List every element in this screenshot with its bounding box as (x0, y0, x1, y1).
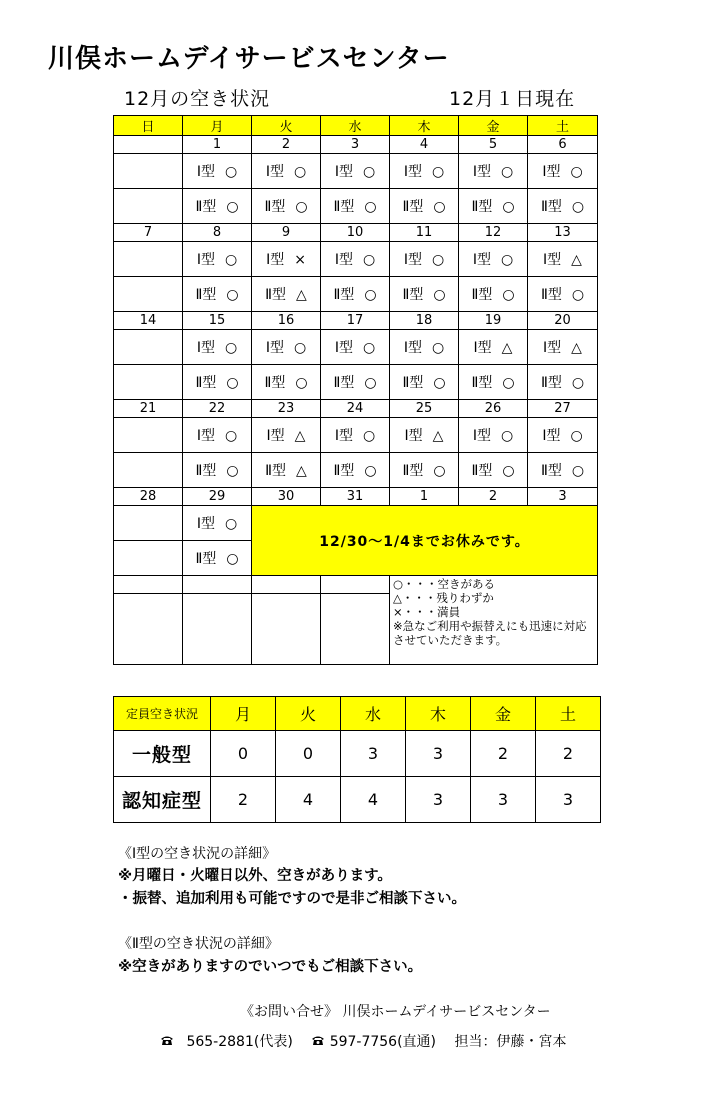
slot-row (114, 277, 598, 312)
date-number: 3 (528, 488, 598, 506)
slot-cell (321, 189, 390, 224)
capacity-value: 3 (536, 777, 601, 823)
availability-symbol: ○ (362, 428, 376, 444)
capacity-value: 3 (406, 777, 471, 823)
slot-type-label: Ⅰ型 (403, 252, 422, 268)
slot-cell (321, 154, 390, 189)
slot-type-label: Ⅱ型 (195, 375, 217, 391)
slot-type-label: Ⅰ型 (542, 428, 561, 444)
availability-symbol: ○ (362, 340, 376, 356)
availability-symbol: ○ (570, 428, 583, 444)
availability-symbol: ○ (433, 463, 446, 479)
slot-type-label: Ⅱ型 (333, 287, 355, 303)
date-row (114, 488, 598, 506)
slot-type-label: Ⅰ型 (196, 252, 215, 268)
slot-type-label: Ⅰ型 (196, 164, 215, 180)
availability-symbol: ○ (500, 164, 514, 180)
contact-line (160, 1031, 566, 1051)
weekday-header: 水 (321, 116, 390, 136)
slot-type-label: Ⅰ型 (265, 164, 284, 180)
slot-cell (114, 418, 183, 453)
slot-cell (183, 277, 252, 312)
slot-cell (183, 154, 252, 189)
slot-type-label: Ⅰ型 (404, 428, 423, 444)
phone-icon (160, 1034, 174, 1050)
slot-cell (252, 418, 321, 453)
date-number: 1 (390, 488, 459, 506)
availability-symbol: △ (571, 340, 582, 356)
capacity-row (114, 731, 601, 777)
weekday-header: 土 (528, 116, 598, 136)
date-number: 13 (528, 224, 598, 242)
type2-detail-line: ※空きがありますのでいつでもご相談下さい。 (118, 959, 423, 975)
availability-symbol: ○ (433, 375, 446, 391)
availability-symbol: ○ (293, 340, 307, 356)
date-number: 24 (321, 400, 390, 418)
date-number: 27 (528, 400, 598, 418)
slot-row (114, 418, 598, 453)
weekday-header: 日 (114, 116, 183, 136)
slot-type-label: Ⅰ型 (472, 164, 491, 180)
slot-cell (459, 189, 528, 224)
empty-cell (252, 576, 321, 594)
legend (390, 576, 598, 665)
availability-symbol: △ (294, 428, 306, 444)
availability-symbol: ○ (362, 164, 376, 180)
availability-symbol: ○ (502, 199, 515, 215)
date-number: 19 (459, 312, 528, 330)
capacity-row (114, 777, 601, 823)
slot-cell (459, 418, 528, 453)
slot-cell (459, 330, 528, 365)
slot-cell (114, 453, 183, 488)
slot-cell (528, 453, 598, 488)
slot-cell (459, 242, 528, 277)
empty-cell (183, 594, 252, 665)
slot-cell (183, 242, 252, 277)
capacity-value: 0 (276, 731, 341, 777)
date-number: 12 (459, 224, 528, 242)
slot-cell (390, 154, 459, 189)
availability-symbol: △ (296, 287, 307, 303)
slot-type-label: Ⅱ型 (265, 463, 287, 479)
slot-type-label: Ⅱ型 (195, 199, 217, 215)
availability-symbol: ○ (571, 199, 585, 215)
slot-type-label: Ⅱ型 (264, 199, 286, 215)
availability-symbol: ○ (295, 375, 308, 391)
availability-symbol: ○ (502, 375, 515, 391)
empty-cell (114, 576, 183, 594)
month-availability-heading: 12月の空き状況 (124, 88, 271, 110)
slot-cell (114, 330, 183, 365)
slot-cell (114, 189, 183, 224)
slot-type-label: Ⅰ型 (196, 340, 215, 356)
slot-type-label: Ⅰ型 (266, 428, 285, 444)
capacity-day-header: 土 (536, 697, 601, 731)
slot-cell (459, 277, 528, 312)
date-row (114, 136, 598, 154)
availability-symbol: ○ (571, 375, 585, 391)
availability-symbol: ○ (364, 287, 377, 303)
slot-cell (528, 330, 598, 365)
slot-cell (321, 277, 390, 312)
slot-row (114, 330, 598, 365)
slot-cell (459, 154, 528, 189)
slot-cell (183, 418, 252, 453)
date-number: 2 (252, 136, 321, 154)
availability-symbol: ○ (224, 340, 238, 356)
slot-cell (252, 453, 321, 488)
date-number: 30 (252, 488, 321, 506)
weekday-header: 火 (252, 116, 321, 136)
slot-row (114, 506, 598, 541)
availability-symbol: ○ (433, 199, 446, 215)
legend-row (114, 576, 598, 594)
availability-symbol: ○ (431, 340, 445, 356)
slot-cell (183, 330, 252, 365)
slot-row (114, 365, 598, 400)
capacity-day-header: 火 (276, 697, 341, 731)
date-row (114, 400, 598, 418)
availability-symbol: ○ (571, 463, 585, 479)
date-number: 8 (183, 224, 252, 242)
weekday-header: 木 (390, 116, 459, 136)
slot-type-label: Ⅱ型 (402, 287, 424, 303)
availability-symbol: ○ (571, 287, 585, 303)
slot-cell (114, 277, 183, 312)
slot-type-label: Ⅱ型 (195, 551, 217, 567)
date-number: 28 (114, 488, 183, 506)
slot-type-label: Ⅰ型 (473, 340, 492, 356)
slot-type-label: Ⅰ型 (266, 252, 285, 268)
capacity-row-label: 一般型 (114, 731, 211, 777)
availability-symbol: ○ (362, 252, 376, 268)
slot-type-label: Ⅱ型 (402, 463, 424, 479)
date-number: 29 (183, 488, 252, 506)
slot-cell (390, 242, 459, 277)
availability-symbol: △ (296, 463, 307, 479)
availability-symbol: ○ (226, 375, 239, 391)
type1-detail-line: ・振替、追加利用も可能ですので是非ご相談下さい。 (118, 891, 466, 907)
slot-cell (528, 365, 598, 400)
capacity-row-label: 認知症型 (114, 777, 211, 823)
slot-cell (321, 365, 390, 400)
slot-type-label: Ⅰ型 (542, 164, 561, 180)
slot-type-label: Ⅱ型 (333, 463, 355, 479)
holiday-closure-notice: 12/30～1/4までお休みです。 (252, 506, 598, 576)
slot-type-label: Ⅱ型 (402, 199, 424, 215)
date-number: 14 (114, 312, 183, 330)
availability-symbol: ○ (224, 516, 238, 532)
slot-type-label: Ⅰ型 (472, 428, 491, 444)
type2-detail-heading: 《Ⅱ型の空き状況の詳細》 (118, 936, 279, 952)
availability-symbol: ○ (226, 287, 239, 303)
slot-type-label: Ⅱ型 (540, 463, 562, 479)
availability-symbol: ○ (364, 463, 377, 479)
availability-symbol: ○ (224, 164, 238, 180)
slot-row (114, 242, 598, 277)
date-number: 21 (114, 400, 183, 418)
slot-cell (183, 365, 252, 400)
contact-label: 《お問い合せ》 川俣ホームデイサービスセンター (240, 1004, 551, 1020)
date-number: 17 (321, 312, 390, 330)
availability-symbol: ○ (502, 463, 515, 479)
date-number: 6 (528, 136, 598, 154)
capacity-value: 3 (471, 777, 536, 823)
availability-symbol: ○ (364, 199, 377, 215)
staff-in-charge: 担当：伊藤・宮本 (454, 1034, 567, 1050)
slot-cell (114, 154, 183, 189)
date-number: 25 (390, 400, 459, 418)
date-row (114, 312, 598, 330)
date-number: 3 (321, 136, 390, 154)
date-number: 5 (459, 136, 528, 154)
date-number: 4 (390, 136, 459, 154)
slot-cell (252, 154, 321, 189)
slot-row (114, 154, 598, 189)
availability-symbol: ○ (502, 287, 515, 303)
slot-cell (390, 189, 459, 224)
slot-type-label: Ⅱ型 (265, 287, 287, 303)
empty-cell (321, 576, 390, 594)
slot-type-label: Ⅱ型 (540, 287, 562, 303)
date-row (114, 224, 598, 242)
capacity-value: 2 (536, 731, 601, 777)
page-title: 川俣ホームデイサービスセンター (48, 44, 450, 74)
availability-symbol: ○ (364, 375, 377, 391)
date-number (114, 136, 183, 154)
type1-detail-line: ※月曜日・火曜日以外、空きがあります。 (118, 868, 392, 884)
availability-symbol: × (294, 252, 306, 268)
slot-cell (390, 453, 459, 488)
availability-symbol: ○ (224, 428, 238, 444)
slot-cell (252, 189, 321, 224)
availability-symbol: ○ (570, 164, 583, 180)
slot-type-label: Ⅰ型 (196, 428, 215, 444)
slot-cell (321, 330, 390, 365)
slot-type-label: Ⅱ型 (471, 463, 493, 479)
capacity-value: 3 (341, 731, 406, 777)
date-number: 22 (183, 400, 252, 418)
slot-type-label: Ⅰ型 (334, 428, 353, 444)
empty-cell (114, 594, 183, 665)
availability-symbol: ○ (500, 252, 514, 268)
capacity-header-row (114, 697, 601, 731)
capacity-day-header: 木 (406, 697, 471, 731)
slot-cell (183, 506, 252, 541)
slot-cell (183, 541, 252, 576)
availability-symbol: ○ (295, 199, 308, 215)
slot-cell (390, 418, 459, 453)
capacity-day-header: 水 (341, 697, 406, 731)
availability-symbol: ○ (226, 551, 239, 567)
slot-cell (321, 453, 390, 488)
slot-type-label: Ⅱ型 (471, 199, 493, 215)
slot-cell (459, 453, 528, 488)
empty-cell (252, 594, 321, 665)
date-number: 16 (252, 312, 321, 330)
availability-symbol: △ (571, 252, 582, 268)
availability-symbol: ○ (500, 428, 514, 444)
slot-cell (390, 330, 459, 365)
slot-cell (252, 277, 321, 312)
slot-type-label: Ⅱ型 (471, 287, 493, 303)
slot-cell (528, 154, 598, 189)
slot-type-label: Ⅰ型 (472, 252, 491, 268)
slot-type-label: Ⅰ型 (334, 164, 353, 180)
availability-symbol: △ (432, 428, 444, 444)
slot-cell (183, 189, 252, 224)
weekday-header: 月 (183, 116, 252, 136)
slot-cell (528, 277, 598, 312)
slot-type-label: Ⅱ型 (333, 199, 355, 215)
slot-type-label: Ⅰ型 (403, 164, 422, 180)
slot-cell (390, 277, 459, 312)
phone-icon (311, 1034, 325, 1050)
capacity-value: 2 (471, 731, 536, 777)
slot-cell (321, 242, 390, 277)
weekday-header: 金 (459, 116, 528, 136)
slot-type-label: Ⅱ型 (195, 463, 217, 479)
empty-cell (321, 594, 390, 665)
capacity-table (113, 696, 601, 823)
slot-cell (114, 365, 183, 400)
capacity-value: 4 (276, 777, 341, 823)
date-number: 23 (252, 400, 321, 418)
date-number: 20 (528, 312, 598, 330)
slot-type-label: Ⅱ型 (402, 375, 424, 391)
slot-cell (252, 365, 321, 400)
availability-symbol: ○ (226, 199, 239, 215)
slot-cell (321, 418, 390, 453)
slot-type-label: Ⅱ型 (471, 375, 493, 391)
availability-symbol: ○ (431, 164, 445, 180)
slot-cell (390, 365, 459, 400)
capacity-value: 3 (406, 731, 471, 777)
slot-type-label: Ⅱ型 (333, 375, 355, 391)
slot-type-label: Ⅰ型 (543, 340, 562, 356)
slot-type-label: Ⅱ型 (195, 287, 217, 303)
slot-type-label: Ⅱ型 (540, 375, 562, 391)
capacity-value: 4 (341, 777, 406, 823)
slot-type-label: Ⅰ型 (403, 340, 422, 356)
phone-main: 565-2881(代表) (186, 1034, 293, 1050)
date-number: 1 (183, 136, 252, 154)
slot-cell (114, 242, 183, 277)
capacity-day-header: 月 (211, 697, 276, 731)
availability-symbol: ○ (226, 463, 239, 479)
slot-cell (114, 541, 183, 576)
date-number: 18 (390, 312, 459, 330)
capacity-day-header: 金 (471, 697, 536, 731)
slot-row (114, 453, 598, 488)
date-number: 2 (459, 488, 528, 506)
availability-symbol: ○ (224, 252, 238, 268)
legend-item: ※急なご利用や振替えにも迅速に対応させていただきます。 (393, 619, 587, 647)
weekday-header-row (114, 116, 598, 136)
slot-cell (528, 242, 598, 277)
slot-row (114, 189, 598, 224)
date-number: 10 (321, 224, 390, 242)
availability-symbol: ○ (431, 252, 445, 268)
date-number: 11 (390, 224, 459, 242)
availability-symbol: ○ (293, 164, 307, 180)
date-number: 31 (321, 488, 390, 506)
legend-item: △・・・残りわずか (393, 591, 494, 605)
date-number: 15 (183, 312, 252, 330)
availability-calendar (113, 115, 598, 665)
date-number: 7 (114, 224, 183, 242)
slot-type-label: Ⅱ型 (264, 375, 286, 391)
slot-type-label: Ⅰ型 (543, 252, 562, 268)
slot-cell (252, 330, 321, 365)
capacity-value: 0 (211, 731, 276, 777)
slot-cell (528, 418, 598, 453)
empty-cell (183, 576, 252, 594)
legend-item: ×・・・満員 (393, 605, 461, 619)
date-number: 9 (252, 224, 321, 242)
slot-type-label: Ⅰ型 (334, 340, 353, 356)
legend-item: ○・・・空きがある (393, 577, 496, 591)
date-number: 26 (459, 400, 528, 418)
slot-cell (252, 242, 321, 277)
slot-type-label: Ⅱ型 (540, 199, 562, 215)
type1-detail-heading: 《Ⅰ型の空き状況の詳細》 (118, 846, 277, 862)
availability-symbol: ○ (433, 287, 446, 303)
slot-type-label: Ⅰ型 (265, 340, 284, 356)
as-of-date: 12月１日現在 (449, 88, 576, 110)
slot-cell (459, 365, 528, 400)
slot-cell (528, 189, 598, 224)
slot-type-label: Ⅰ型 (334, 252, 353, 268)
slot-type-label: Ⅰ型 (196, 516, 215, 532)
capacity-value: 2 (211, 777, 276, 823)
availability-symbol: △ (501, 340, 513, 356)
slot-cell (114, 506, 183, 541)
capacity-header-label: 定員空き状況 (114, 697, 211, 731)
slot-cell (183, 453, 252, 488)
phone-direct: 597-7756(直通) (329, 1034, 437, 1050)
